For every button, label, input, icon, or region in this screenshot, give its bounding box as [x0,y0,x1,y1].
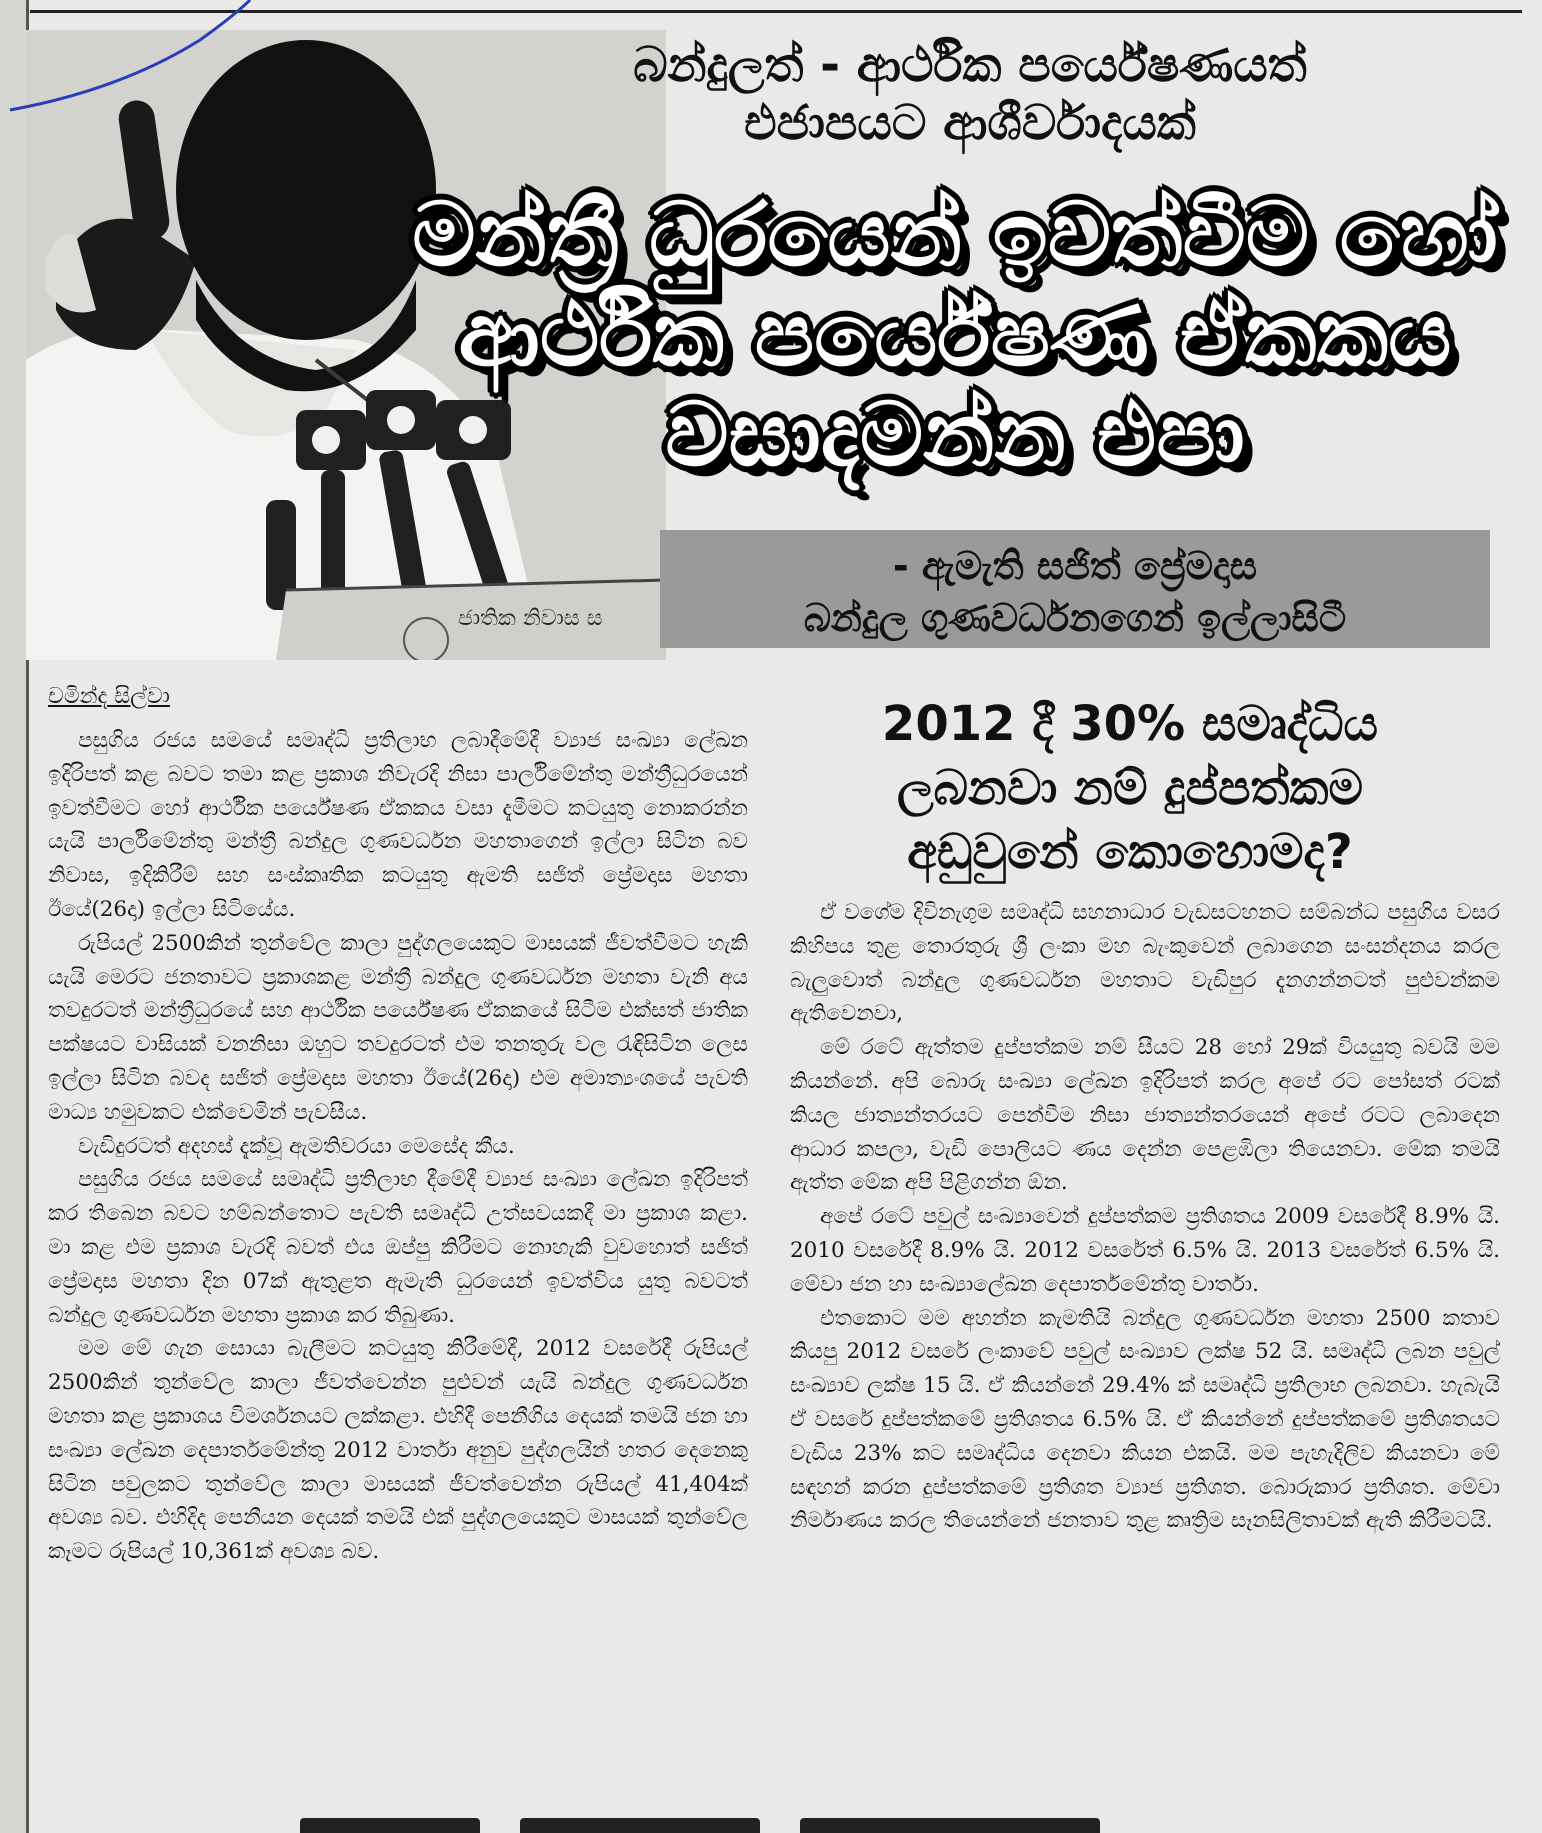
paragraph: පසුගිය රජය සමයේ සමෘද්ධි ප්‍රතිලාභ ලබාදීමේදී ව්‍යාජ සංඛ්‍යා ලේඛන ඉදිරිපත් කළ බවට තමා කළ ප්‍රකාශ නිවැරදි නිසා පාර්ලිමේන්තු මන්ත්‍රීධුරයෙන් ඉවත්වීමට හෝ ආර්ථික පර්යේෂණ ඒකකය වසා දැමීමට කටයුතු නොකරන්න යැයි පාර්ලිමේන්තු මන්ත්‍රී බන්දුල ගුණවර්ධන මහතාගෙන් ඉල්ලා සිටින බව නිවාස, ඉදිකිරීම් සහ සංස්කෘතික කටයුතු ඇමති සජිත් ප්‍රේමදාස මහතා ඊයේ(26දා) ඉල්ලා සිටියේය. [48,728,748,922]
main-headline [410,185,1500,485]
page-edge [0,0,29,1833]
kicker-line-1: බන්දුලත් - ආර්ථික පර්යේෂණයත් [633,37,1307,93]
paragraph: රුපියල් 2500කින් තුන්වේල කාලා පුද්ගලයෙකුට මාසයක් ජීවත්වීමට හැකි යැයි මෙරට ජනතාවට ප්‍රකාශකළ මන්ත්‍රී බන්දුල ගුණවර්ධන මහතා වැනි අය තවදුරටත් මන්ත්‍රීධුරයේ සහ ආර්ථික පර්යේෂණ ඒකකයේ සිටීම එක්සත් ජාතික පක්ෂයට වාසියක් වනනිසා ඔහුට තවදුරටත් එම තනතුරු වල රැඳිසිටින ලෙස ඉල්ලා සිටින බවද සජිත් ප්‍රේමදාස මහතා ඊයේ(26දා) එම අමාත්‍යංශයේ පැවති මාධ්‍ය හමුවකට එක්වෙමින් පැවසීය. [48,930,748,1125]
headline-line-2: ආර්ථික පර්යේෂණ ඒකකය [458,283,1452,386]
author-name: චමින්ද සිල්වා [48,684,170,709]
byline-line-1: - ඇමැති සජිත් ප්‍රේමදාස [892,544,1258,588]
left-column [48,724,748,1569]
subhead-line-2: ලබනවා නම් දුප්පත්කම [897,760,1363,816]
subhead-line-1: 2012 දී 30% සමෘද්ධිය [881,696,1379,752]
byline [660,540,1490,644]
pen-mark [0,0,320,130]
subheadline [760,692,1500,884]
paragraph: ඒ වගේම දිවිනැගුම සමෘද්ධි සහනාධාර වැඩසටහනට සම්බන්ධ පසුගිය වසර කිහිපය තුළ තොරතුරු ශ්‍රී ලංකා මහ බැංකුවෙන් ලබාගෙන සංසන්දනය කරල බැලුවොත් බන්දුල ගුණවර්ධන මහතාට වැඩිපුර දැනගන්නටත් පුළුවන්කම ඇතිවෙනවා, [790,900,1500,1027]
next-headline-fragment [300,1818,1280,1833]
paragraph: මම මේ ගැන සොයා බැලීමට කටයුතු කිරීමේදී, 2012 වසරේදී රුපියල් 2500කින් තුන්වේල කාලා ජීවත්වෙන්න පුළුවන් යැයි බන්දුල ගුණවර්ධන මහතා කළ ප්‍රකාශය විමර්ශනයට ලක්කළා. එහිදී පෙනීගිය දෙයක් තමයි ජන හා සංඛ්‍යා ලේඛන දෙපාර්තමේන්තු 2012 වාර්තා අනුව පුද්ගලයින් හතර දෙනෙකු සිටින පවුලකට තුන්වේල කාලා මාසයක් ජීවත්වෙන්න රුපියල් 41,404ක් අවශ්‍ය බව. එහිදිද පෙනීයන දෙයක් තමයි එක් පුද්ගලයෙකුට මාසයක් තුන්වේල කෑමට රුපියල් 10,361ක් අවශ්‍ය බව. [48,1336,748,1565]
podium-sign-text: ජාතික නිවාස ස [458,606,603,631]
headline-line-3: වසාදමන්න එපා [665,383,1245,486]
paragraph: පසුගිය රජය සමයේ සමෘද්ධි ප්‍රතිලාභ දීමේදී ව්‍යාජ සංඛ්‍යා ලේඛන ඉදිරිපත් කර තිබෙන බවට හම්බන්තොට පැවති සමෘද්ධි උත්සවයකදී මා ප්‍රකාශ කළා. මා කළ එම ප්‍රකාශ වැරදි බවත් එය ඔප්පු කිරීමට නොහැකි වුවහොත් සජිත් ප්‍රේමදාස මහතා දින 07ක් ඇතුළත ඇමැති ධුරයෙන් ඉවත්විය යුතු බවටත් බන්දුල ගුණවර්ධන මහතා ප්‍රකාශ කර තිබුණා. [48,1167,748,1328]
headline-line-1: මන්ත්‍රී ධුරයෙන් ඉවත්වීම හෝ [412,183,1498,286]
paragraph: එතකොට මම අහන්න කැමතියි බන්දුල ගුණවර්ධන මහතා 2500 කතාව කියපු 2012 වසරේ ලංකාවේ පවුල් සංඛ්‍යාව ලක්ෂ 52 යි. සමෘද්ධි ලබන පවුල් සංඛ්‍යාව ලක්ෂ 15 යි. ඒ කියන්නේ 29.4% ක් සමෘද්ධි ප්‍රතිලාභ ලබනවා. හැබැයි ඒ වසරේ දුප්පත්කමේ ප්‍රතිශතය 6.5% යි. ඒ කියන්නේ දුප්පත්කමේ ප්‍රතිශතයට වැඩිය 23% කට සමෘද්ධිය දෙනවා කියන එකයි. මම පැහැදිලිව කියනවා මේ සඳහන් කරන දුප්පත්කමේ ප්‍රතිශත ව්‍යාජ ප්‍රතිශත. බොරුකාර ප්‍රතිශත. මේවා නිර්මාණය කරල තියෙන්නේ ජනතාව තුළ කෘත්‍රිම සෑනසිලිතාවක් ඇති කිරීමටයි. [790,1305,1500,1534]
kicker-line-2: එජාපයට ආශීර්වාදයක් [744,95,1196,151]
byline-line-2: බන්දුල ගුණවර්ධනගෙන් ඉල්ලාසිටී [803,596,1347,640]
paragraph: වැඩිදුරටත් අදහස් දැක්වූ ඇමතිවරයා මෙසේද කීය. [78,1133,515,1159]
paragraph: අපේ රටේ පවුල් සංඛ්‍යාවෙන් දුප්පත්කම ප්‍රතිශතය 2009 වසරේදී 8.9% යි. 2010 වසරේදී 8.9% යි. 2012 වසරේත් 6.5% යි. 2013 වසරේත් 6.5% යි. මේවා ජන හා සංඛ්‍යාලේඛන දෙපාර්තමේන්තු වාර්තා. [790,1204,1500,1297]
right-column [790,896,1500,1538]
kicker [520,36,1420,152]
subhead-line-3: අඩුවුනේ කොහොමද? [907,824,1353,880]
paragraph: මේ රටේ ඇත්තම දුප්පත්කම නම් සීයට 28 හෝ 29ක් වියයුතු බවයි මම කියන්නේ. අපි බොරු සංඛ්‍යා ලේඛන ඉදිරිපත් කරල අපේ රට පෝසත් රටක් කියල ජාත්‍යන්තරයට පෙන්වීම නිසා ජාත්‍යන්තරයෙන් අපේ රටට ලබාදෙන ආධාර කපලා, වැඩි පොලියට ණය දෙන්න පෙළඹිලා තියෙනවා. මේක තමයි ඇත්ත මේක අපි පිළිගන්න ඕන. [790,1035,1500,1196]
